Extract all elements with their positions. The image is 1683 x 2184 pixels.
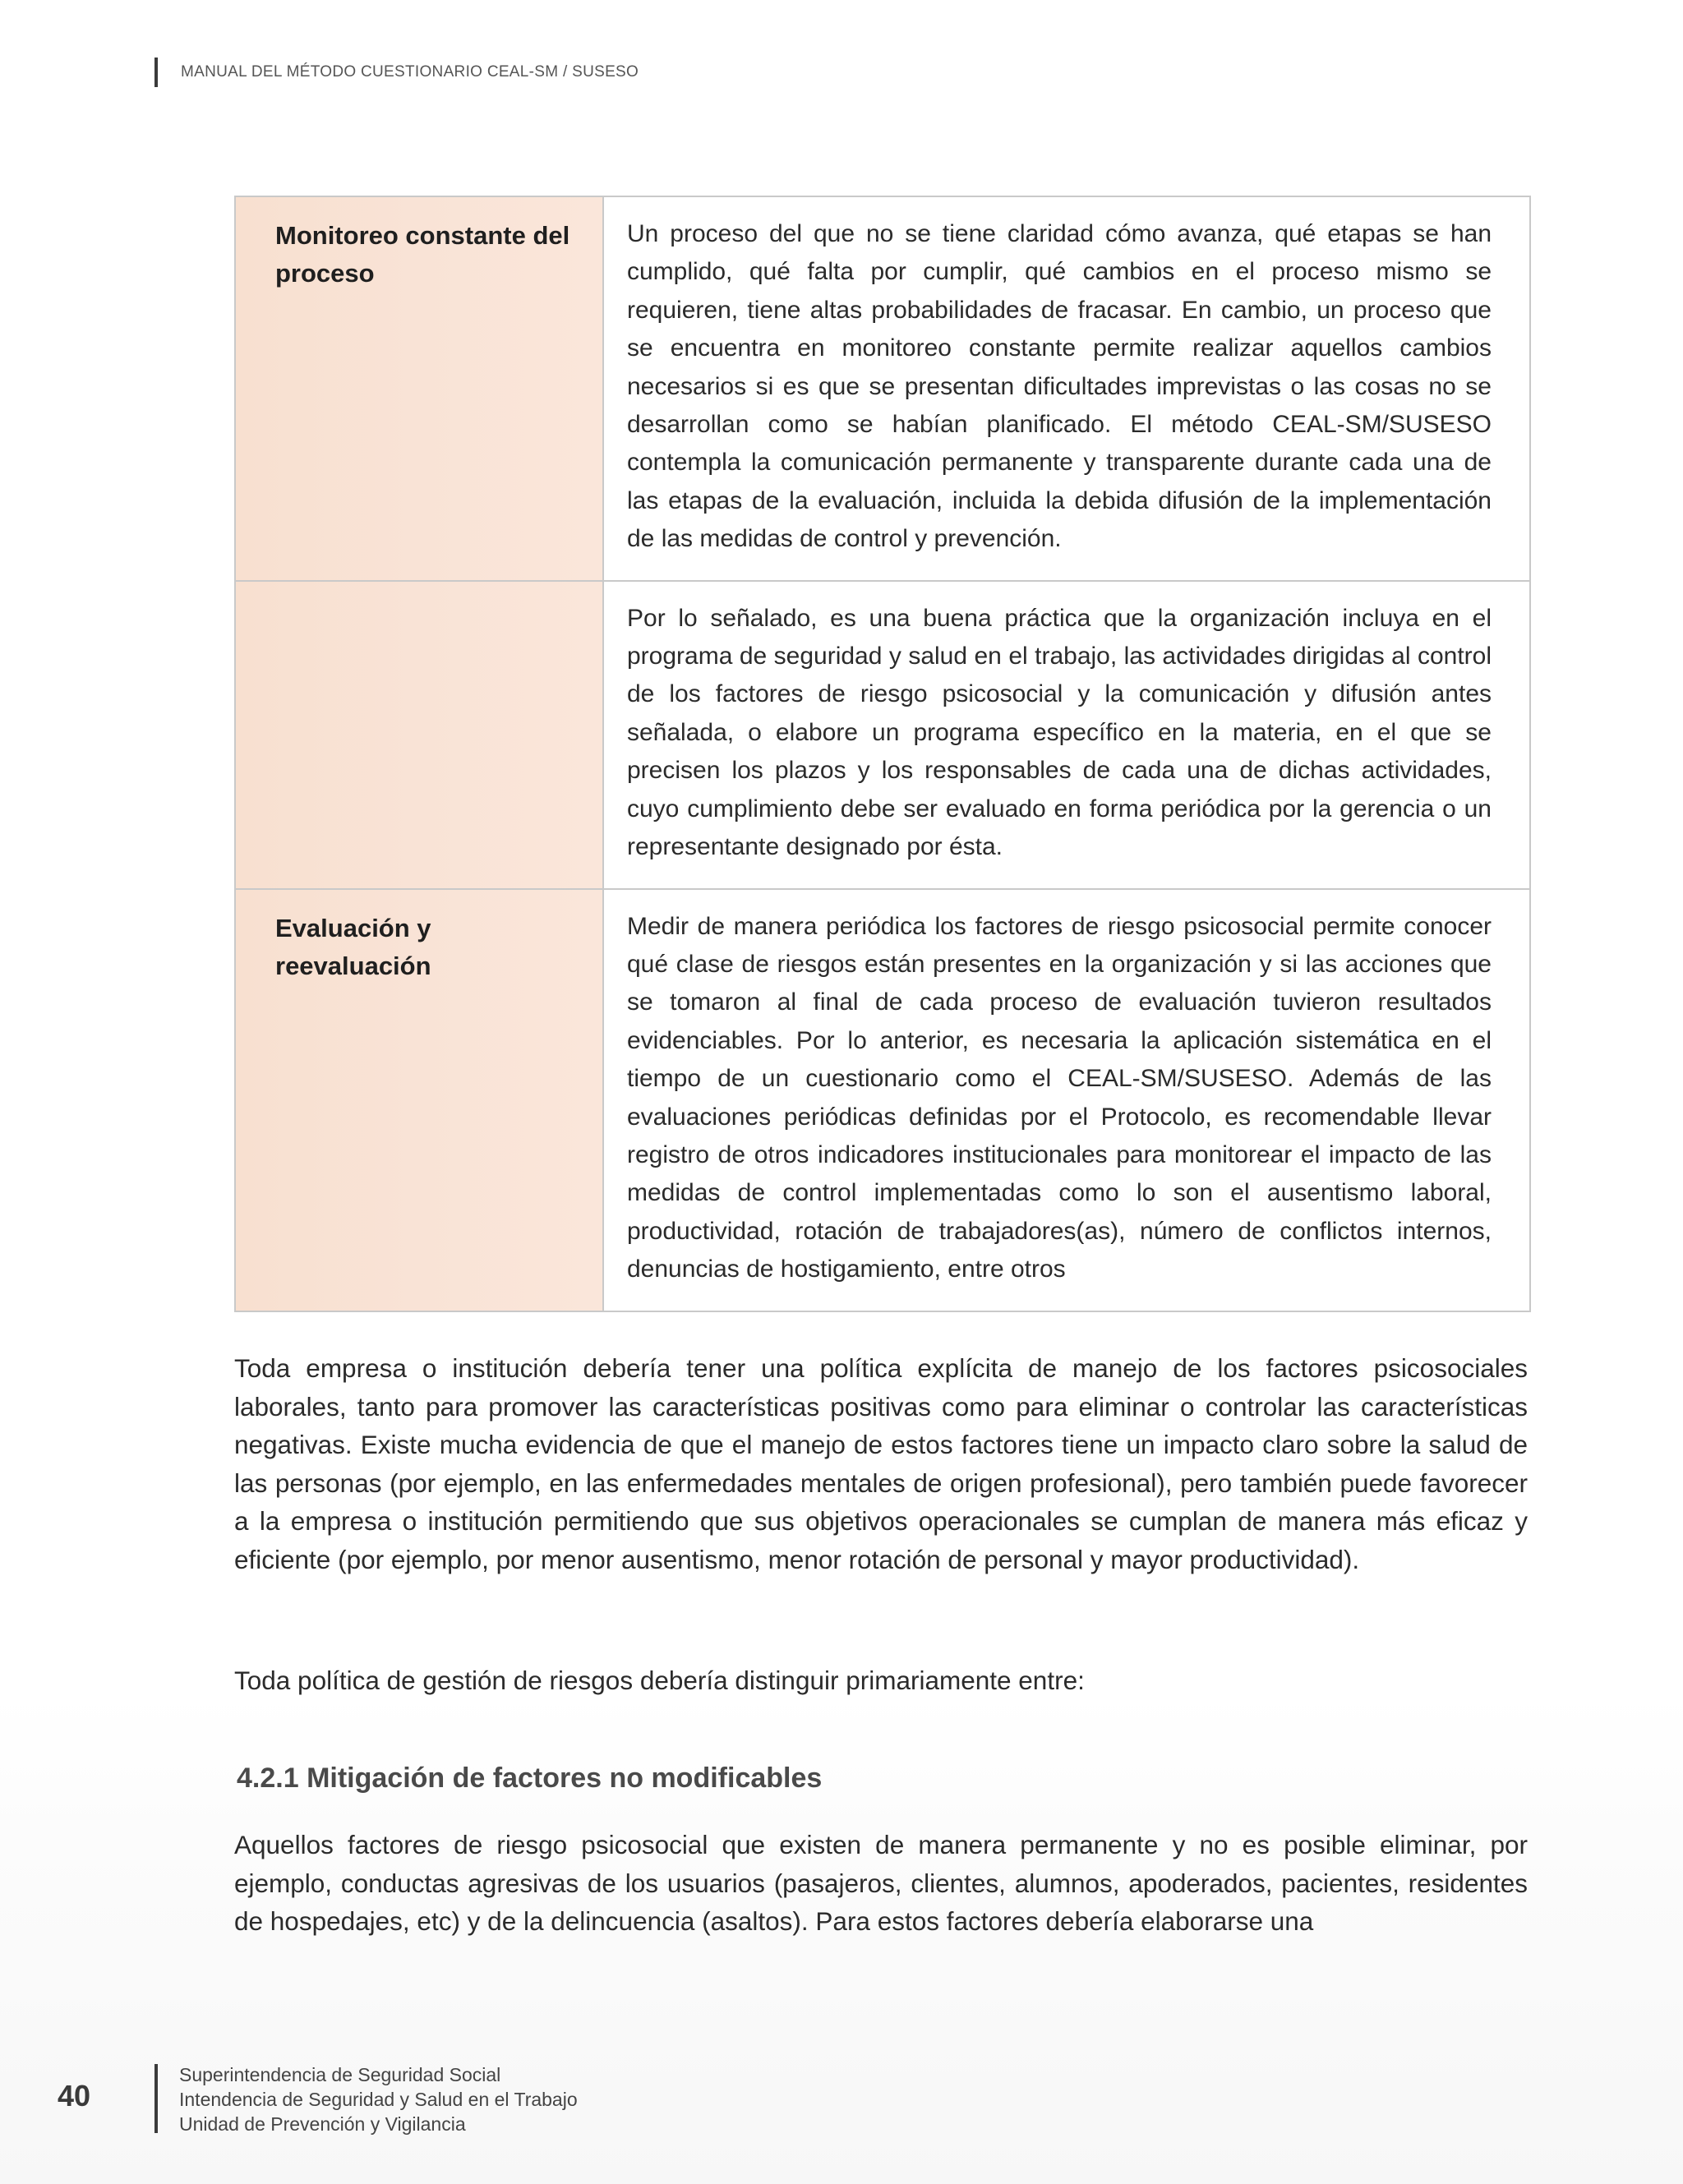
row-description: Por lo señalado, es una buena práctica que la organización incluya en el programa de seguridad y salud en el trabajo, las actividades dirigidas al control de los factores de riesgo psicosocial y la comunicación y difusión antes señalada, o elabore un programa específico en la materia, en el que se precisen los plazos y los responsables de cada una de dichas actividades, cuyo cumplimiento debe ser evaluado en forma periódica por la gerencia o un representante designado por ésta.	[627, 604, 1492, 861]
table-row	[236, 197, 1529, 580]
table-row	[236, 580, 1529, 888]
body-paragraph-2: Toda política de gestión de riesgos debería distinguir primariamente entre:	[234, 1666, 1085, 1695]
row-label: Monitoreo constante del proceso	[236, 197, 604, 580]
footer-divider	[154, 2064, 158, 2133]
running-header	[154, 58, 639, 87]
table-row	[236, 888, 1529, 1311]
footer-line-2: Intendencia de Seguridad y Salud en el Trabajo	[179, 2089, 578, 2110]
row-description: Un proceso del que no se tiene claridad cómo avanza, qué etapas se han cumplido, qué falta por cumplir, qué cambios en el proceso mismo se requieren, tiene altas probabilidades de fracasar. En cambio, un proceso que se encuentra en monitoreo constante permite realizar aquellos cambios necesarios si es que se presentan dificultades imprevistas o las cosas no se desarrollan como se habían planificado. El método CEAL-SM/SUSESO contempla la comunicación permanente y transparente durante cada una de las etapas de la evaluación, incluida la debida difusión de la implementación de las medidas de control y prevención.	[627, 220, 1492, 553]
body-paragraph-3: Aquellos factores de riesgo psicosocial que existen de manera permanente y no es posible eliminar, por ejemplo, conductas agresivas de los usuarios (pasajeros, clientes, alumnos, apoderados, pacientes, residentes de hospedajes, etc) y de la delincuencia (asaltos). Para estos factores debería elaborarse una	[234, 1830, 1528, 1936]
footer-line-1: Superintendencia de Seguridad Social	[179, 2064, 501, 2085]
row-description: Medir de manera periódica los factores de riesgo psicosocial permite conocer qué clase de riesgos están presentes en la organización y si las acciones que se tomaron al final de cada proceso de evaluación tuvieron resultados evidenciables. Por lo anterior, es necesaria la aplicación sistemática en el tiempo de un cuestionario como el CEAL-SM/SUSESO. Además de las evaluaciones periódicas definidas por el Protocolo, es recomendable llevar registro de otros indicadores institucionales para monitorear el impacto de las medidas de control implementadas como lo son el ausentismo laboral, productividad, rotación de trabajadores(as), número de conflictos internos, denuncias de hostigamiento, entre otros	[627, 912, 1492, 1283]
section-heading: 4.2.1 Mitigación de factores no modificables	[237, 1762, 823, 1794]
row-label	[236, 582, 604, 888]
row-label: Evaluación y reevaluación	[236, 890, 604, 1311]
page-number: 40	[58, 2079, 91, 2113]
body-paragraph-1: Toda empresa o institución debería tener una política explícita de manejo de los factores psicosociales laborales, tanto para promover las características positivas como para eliminar o controlar las características negativas. Existe mucha evidencia de que el manejo de estos factores tiene un impacto claro sobre la salud de las personas (por ejemplo, en las enfermedades mentales de origen profesional), pero también puede favorecer a la empresa o institución permitiendo que sus objetivos operacionales se cumplan de manera más eficaz y eficiente (por ejemplo, por menor ausentismo, menor rotación de personal y mayor productividad).	[234, 1353, 1528, 1574]
practices-table	[234, 196, 1531, 1312]
header-title: MANUAL DEL MÉTODO CUESTIONARIO CEAL-SM / SUSESO	[181, 63, 639, 81]
footer-line-3: Unidad de Prevención y Vigilancia	[179, 2113, 466, 2135]
footer-institution	[179, 2062, 578, 2136]
